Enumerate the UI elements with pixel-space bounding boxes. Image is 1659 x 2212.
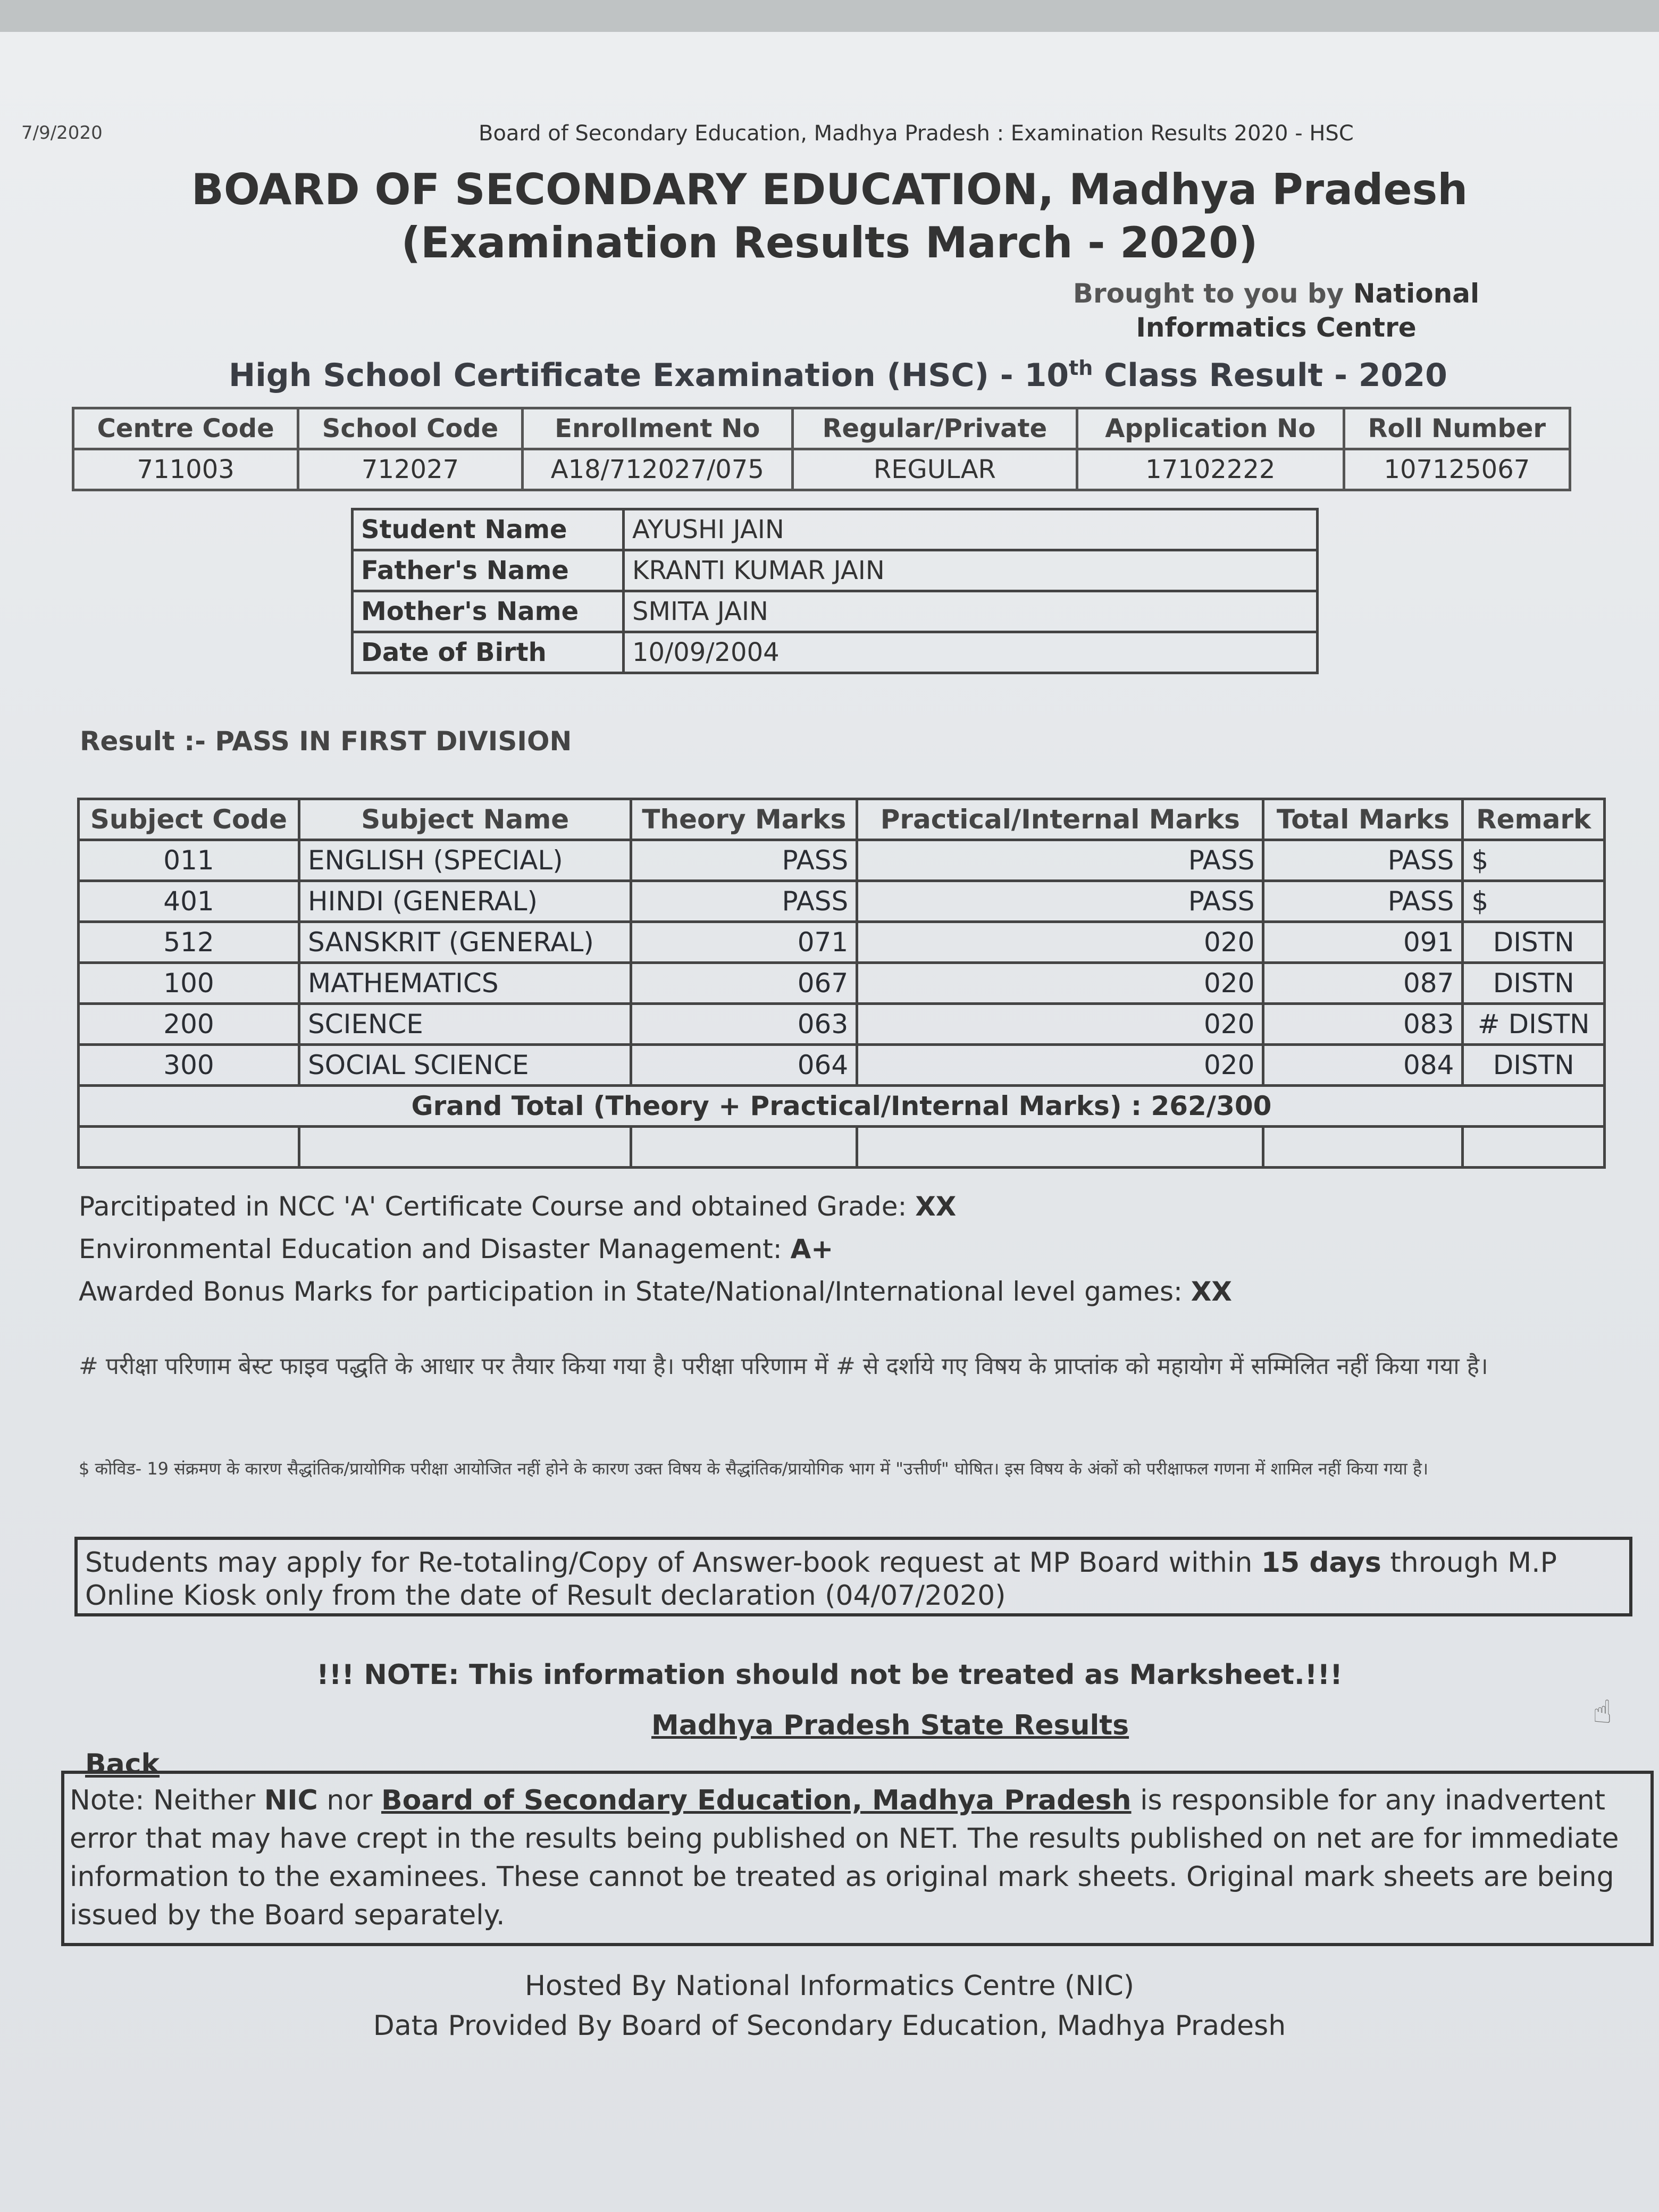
total-marks: 083	[1263, 1004, 1463, 1045]
subject-code: 100	[79, 963, 299, 1004]
theory-marks: PASS	[631, 840, 857, 881]
practical-marks: 020	[857, 1045, 1263, 1086]
exam-title-b: Class Result - 2020	[1093, 357, 1447, 394]
marks-table	[77, 798, 1606, 1169]
student-label: Father's Name	[353, 550, 624, 591]
total-marks: 091	[1263, 922, 1463, 963]
theory-marks: PASS	[631, 881, 857, 922]
disclaimer-box	[61, 1771, 1654, 1946]
subject-row	[79, 1045, 1605, 1086]
practical-marks: 020	[857, 922, 1263, 963]
subject-name: MATHEMATICS	[299, 963, 631, 1004]
practical-marks: PASS	[857, 881, 1263, 922]
total-marks: 084	[1263, 1045, 1463, 1086]
student-label: Date of Birth	[353, 632, 624, 673]
info-header: Roll Number	[1344, 408, 1570, 449]
marks-header: Theory Marks	[631, 799, 857, 840]
total-marks: PASS	[1263, 881, 1463, 922]
marks-header: Total Marks	[1263, 799, 1463, 840]
student-label: Student Name	[353, 509, 624, 550]
grand-total: Grand Total (Theory + Practical/Internal Marks) : 262/300	[79, 1086, 1605, 1127]
best-five-note: # परीक्षा परिणाम बेस्ट फाइव पद्धति के आधार पर तैयार किया गया है। परीक्षा परिणाम में # से दर्शाये गए विषय के प्राप्तांक को महायोग में सम्मिलित नहीं किया गया है।	[79, 1353, 1488, 1380]
retotal-text-b: through M.P Online Kiosk only from the date of Result declaration (04/07/2020)	[85, 1547, 1557, 1612]
data-provided-by: Data Provided By Board of Secondary Education, Madhya Pradesh	[373, 2010, 1286, 2042]
practical-marks: 020	[857, 1004, 1263, 1045]
subject-name: SANSKRIT (GENERAL)	[299, 922, 631, 963]
mother-name: SMITA JAIN	[624, 591, 1318, 632]
ncc-grade-line	[79, 1191, 956, 1222]
empty-cell	[299, 1127, 631, 1168]
info-header: Centre Code	[73, 408, 298, 449]
subject-name: ENGLISH (SPECIAL)	[299, 840, 631, 881]
student-label: Mother's Name	[353, 591, 624, 632]
retotal-text-a: Students may apply for Re-totaling/Copy of Answer-book request at MP Board within	[85, 1547, 1261, 1579]
brought-prefix: Brought to you by	[1073, 278, 1344, 309]
info-header: Regular/Private	[792, 408, 1077, 449]
print-date: 7/9/2020	[21, 122, 103, 144]
brought-by	[989, 276, 1563, 345]
subject-name: SOCIAL SCIENCE	[299, 1045, 631, 1086]
student-details-table	[351, 508, 1319, 674]
student-name: AYUSHI JAIN	[624, 509, 1318, 550]
retotaling-box	[74, 1537, 1632, 1616]
back-link[interactable]: Back	[85, 1748, 160, 1780]
env-grade-line	[79, 1234, 833, 1264]
bonus-marks-line	[79, 1276, 1232, 1307]
disclaimer-nic: NIC	[264, 1784, 318, 1816]
empty-cell	[631, 1127, 857, 1168]
exam-title-a: High School Certificate Examination (HSC) - 10	[229, 357, 1069, 394]
info-header: Enrollment No	[522, 408, 792, 449]
student-row	[353, 550, 1318, 591]
theory-marks: 064	[631, 1045, 857, 1086]
env-grade: A+	[790, 1234, 834, 1264]
remark: # DISTN	[1463, 1004, 1605, 1045]
marks-header: Remark	[1463, 799, 1605, 840]
empty-cell	[857, 1127, 1263, 1168]
exam-title-sup: th	[1069, 356, 1093, 380]
empty-cell	[1463, 1127, 1605, 1168]
empty-cell	[1263, 1127, 1463, 1168]
print-header: Board of Secondary Education, Madhya Pradesh : Examination Results 2020 - HSC	[479, 121, 1354, 146]
enrollment-no: A18/712027/075	[522, 449, 792, 490]
practical-marks: 020	[857, 963, 1263, 1004]
info-header: Application No	[1077, 408, 1344, 449]
subject-name: SCIENCE	[299, 1004, 631, 1045]
disclaimer-text-b: nor	[317, 1784, 381, 1816]
marks-header-row	[79, 799, 1605, 840]
father-name: KRANTI KUMAR JAIN	[624, 550, 1318, 591]
total-marks: PASS	[1263, 840, 1463, 881]
result-status: Result :- PASS IN FIRST DIVISION	[80, 726, 572, 757]
regular-private: REGULAR	[792, 449, 1077, 490]
marks-header: Subject Name	[299, 799, 631, 840]
hosted-by: Hosted By National Informatics Centre (NIC)	[524, 1970, 1135, 2002]
application-no: 17102222	[1077, 449, 1344, 490]
remark: DISTN	[1463, 922, 1605, 963]
remark: DISTN	[1463, 1045, 1605, 1086]
hand-cursor-icon: ☝	[1593, 1694, 1612, 1731]
info-header-row	[73, 408, 1570, 449]
info-header: School Code	[298, 408, 522, 449]
board-title: BOARD OF SECONDARY EDUCATION, Madhya Pradesh	[191, 165, 1468, 214]
subject-row	[79, 881, 1605, 922]
exam-title	[229, 356, 1447, 394]
ncc-label: Parcitipated in NCC 'A' Certificate Course and obtained Grade:	[79, 1191, 916, 1222]
remark: DISTN	[1463, 963, 1605, 1004]
theory-marks: 067	[631, 963, 857, 1004]
subject-code: 300	[79, 1045, 299, 1086]
empty-cell	[79, 1127, 299, 1168]
centre-code: 711003	[73, 449, 298, 490]
remark: $	[1463, 881, 1605, 922]
state-results-link[interactable]: Madhya Pradesh State Results	[651, 1710, 1129, 1741]
student-row	[353, 591, 1318, 632]
school-code: 712027	[298, 449, 522, 490]
subject-row	[79, 963, 1605, 1004]
subject-code: 011	[79, 840, 299, 881]
subject-code: 512	[79, 922, 299, 963]
board-link[interactable]: Board of Secondary Education, Madhya Pradesh	[381, 1784, 1132, 1816]
marksheet-note: !!! NOTE: This information should not be treated as Marksheet.!!!	[316, 1659, 1343, 1691]
roll-number: 107125067	[1344, 449, 1570, 490]
disclaimer-text-a: Note: Neither	[70, 1784, 264, 1816]
candidate-info-table	[72, 407, 1571, 491]
subject-row	[79, 922, 1605, 963]
student-row	[353, 509, 1318, 550]
covid-note: $ कोविड- 19 संक्रमण के कारण सैद्धांतिक/प्रायोगिक परीक्षा आयोजित नहीं होने के कारण उक्त विषय के सैद्धांतिक/प्रायोगिक भाग में "उत्तीर्ण" घोषित। इस विषय के अंकों को परीक्षाफल गणना में शामिल नहीं किया गया है।	[79, 1459, 1429, 1479]
theory-marks: 063	[631, 1004, 857, 1045]
empty-row	[79, 1127, 1605, 1168]
subject-name: HINDI (GENERAL)	[299, 881, 631, 922]
total-marks: 087	[1263, 963, 1463, 1004]
brought-org: National Informatics Centre	[1136, 278, 1480, 343]
remark: $	[1463, 840, 1605, 881]
grand-total-row	[79, 1086, 1605, 1127]
marks-header: Subject Code	[79, 799, 299, 840]
subject-code: 401	[79, 881, 299, 922]
marks-header: Practical/Internal Marks	[857, 799, 1263, 840]
subject-row	[79, 1004, 1605, 1045]
subject-row	[79, 840, 1605, 881]
student-row	[353, 632, 1318, 673]
results-title: (Examination Results March - 2020)	[401, 218, 1258, 267]
ncc-grade: XX	[915, 1191, 957, 1222]
disclaimer-text-c: is responsible for any inadvertent error that may have crept in the results being published on NET. The results published on net are for immediate information to the examinees. These cannot be treated as original mark sheets. Original mark sheets are being issued by the Board separately.	[70, 1784, 1619, 1931]
info-value-row	[73, 449, 1570, 490]
bonus-label: Awarded Bonus Marks for participation in State/National/International level games:	[79, 1276, 1191, 1307]
date-of-birth: 10/09/2004	[624, 632, 1318, 673]
bonus-value: XX	[1191, 1276, 1232, 1307]
subject-code: 200	[79, 1004, 299, 1045]
theory-marks: 071	[631, 922, 857, 963]
practical-marks: PASS	[857, 840, 1263, 881]
retotal-days: 15 days	[1261, 1547, 1381, 1579]
env-label: Environmental Education and Disaster Management:	[79, 1234, 791, 1264]
